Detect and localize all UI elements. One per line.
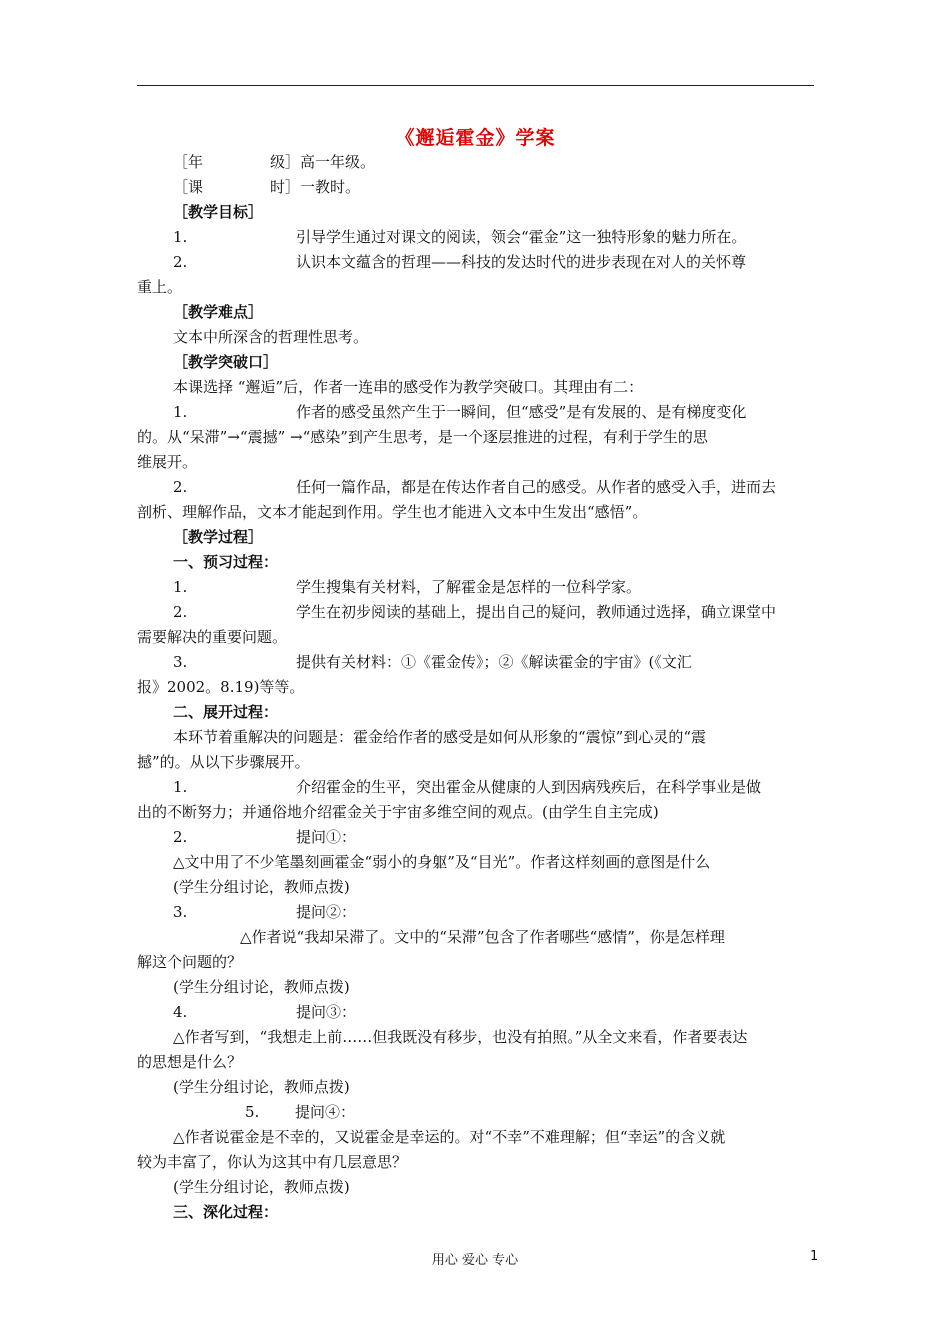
goal-item-1-text: 引导学生通过对课文的阅读，领会“霍金”这一独特形象的魅力所在。	[296, 228, 747, 246]
unfold-item-5-question: △作者说霍金是不幸的，又说霍金是幸运的。对“不幸”不难理解；但“幸运”的含义就	[173, 1128, 726, 1146]
unfold-item-3-number: 3.	[173, 903, 188, 921]
goal-item-1-number: 1.	[173, 228, 188, 246]
unfold-item-3-question-line-2: 解这个问题的？	[137, 953, 243, 971]
goal-item-1	[173, 227, 746, 247]
difficulty-heading: ［教学难点］	[173, 303, 264, 321]
preview-item-2-text: 学生在初步阅读的基础上，提出自己的疑问，教师通过选择，确立课堂中	[296, 603, 777, 621]
unfold-item-4	[173, 1002, 356, 1022]
document-title: 《邂逅霍金》学案	[395, 127, 556, 149]
unfold-item-5-number: 5.	[245, 1103, 260, 1121]
unfold-item-5-question-line-2: 较为丰富了，你认为这其中有几层意思？	[137, 1153, 408, 1171]
unfold-item-4-number: 4.	[173, 1003, 188, 1021]
unfold-item-3-note: (学生分组讨论，教师点拨)	[173, 978, 350, 996]
preview-item-3	[173, 652, 692, 672]
breakthrough-item-1-line-2: 的。从“呆滞”→“震撼” →“感染”到产生思考，是一个逐层推进的过程，有利于学生的思	[137, 428, 708, 446]
unfold-item-5-text: 提问④：	[295, 1103, 356, 1121]
goal-item-2-text: 认识本文蕴含的哲理——科技的发达时代的进步表现在对人的关怀尊	[296, 253, 747, 271]
breakthrough-item-1-number: 1.	[173, 403, 188, 421]
preview-item-3-text: 提供有关材料：①《霍金传》；②《解读霍金的宇宙》(《文汇	[296, 653, 692, 671]
preview-item-2-number: 2.	[173, 603, 188, 621]
unfold-item-2-number: 2.	[173, 828, 188, 846]
unfold-item-1	[173, 777, 761, 797]
unfold-item-3	[173, 902, 356, 922]
preview-item-2-line-2: 需要解决的重要问题。	[137, 628, 288, 646]
period-close: 时］	[270, 178, 301, 196]
preview-item-3-line-2: 报》2002。8.19)等等。	[137, 678, 305, 696]
difficulty-text: 文本中所深含的哲理性思考。	[173, 328, 369, 346]
goals-heading: ［教学目标］	[173, 203, 264, 221]
unfold-heading: 二、展开过程：	[173, 703, 279, 721]
preview-item-2	[173, 602, 776, 622]
grade-line	[173, 152, 375, 172]
unfold-item-4-note: (学生分组讨论，教师点拨)	[173, 1078, 350, 1096]
goal-item-2	[173, 252, 746, 272]
unfold-item-4-question-line-2: 的思想是什么？	[137, 1053, 243, 1071]
goal-item-2-continued: 重上。	[137, 278, 183, 296]
unfold-item-5	[245, 1102, 355, 1122]
unfold-item-2-question: △文中用了不少笔墨刻画霍金“弱小的身躯”及“目光”。作者这样刻画的意图是什么	[173, 853, 711, 871]
unfold-item-2	[173, 827, 356, 847]
unfold-item-4-text: 提问③：	[296, 1003, 357, 1021]
breakthrough-item-2-line-2: 剖析、理解作品，文本才能起到作用。学生也才能进入文本中生发出“感悟”。	[137, 503, 648, 521]
unfold-item-2-note: (学生分组讨论，教师点拨)	[173, 878, 350, 896]
unfold-intro-line-2: 撼”的。从以下步骤展开。	[137, 753, 310, 771]
period-line	[173, 177, 360, 197]
breakthrough-item-2-number: 2.	[173, 478, 188, 496]
unfold-item-2-text: 提问①：	[296, 828, 357, 846]
unfold-item-1-number: 1.	[173, 778, 188, 796]
unfold-item-1-line-2: 出的不断努力；并通俗地介绍霍金关于宇宙多维空间的观点。(由学生自主完成)	[137, 803, 659, 821]
grade-open: ［年	[173, 153, 204, 171]
breakthrough-item-2	[173, 477, 776, 497]
preview-item-3-number: 3.	[173, 653, 188, 671]
grade-close: 级］	[270, 153, 301, 171]
preview-heading: 一、预习过程：	[173, 553, 279, 571]
breakthrough-item-1	[173, 402, 746, 422]
breakthrough-item-1-text: 作者的感受虽然产生于一瞬间，但“感受”是有发展的、是有梯度变化	[296, 403, 747, 421]
deepen-heading: 三、深化过程：	[173, 1203, 279, 1221]
unfold-item-5-note: (学生分组讨论，教师点拨)	[173, 1178, 350, 1196]
unfold-item-4-question: △作者写到，“我想走上前……但我既没有移步，也没有拍照。”从全文来看，作者要表达	[173, 1028, 748, 1046]
grade-value: 高一年级。	[300, 153, 376, 171]
unfold-item-1-text: 介绍霍金的生平，突出霍金从健康的人到因病残疾后，在科学事业是做	[296, 778, 762, 796]
preview-item-1	[173, 577, 641, 597]
breakthrough-intro: 本课选择 “邂逅”后，作者一连串的感受作为教学突破口。其理由有二：	[173, 378, 644, 396]
breakthrough-item-1-line-3: 维展开。	[137, 453, 198, 471]
breakthrough-item-2-text: 任何一篇作品，都是在传达作者自己的感受。从作者的感受入手，进而去	[296, 478, 777, 496]
preview-item-1-text: 学生搜集有关材料，了解霍金是怎样的一位科学家。	[296, 578, 642, 596]
header-rule	[137, 85, 814, 86]
breakthrough-heading: ［教学突破口］	[173, 353, 279, 371]
preview-item-1-number: 1.	[173, 578, 188, 596]
goal-item-2-number: 2.	[173, 253, 188, 271]
unfold-item-3-question: △作者说“我却呆滞了。文中的“呆滞”包含了作者哪些“感情”，你是怎样理	[240, 928, 725, 946]
unfold-intro: 本环节着重解决的问题是：霍金给作者的感受是如何从形象的“震惊”到心灵的“震	[173, 728, 707, 746]
page-footer: 用心 爱心 专心	[431, 1253, 519, 1268]
page-number: 1	[810, 1249, 819, 1264]
unfold-item-3-text: 提问②：	[296, 903, 357, 921]
period-open: ［课	[173, 178, 204, 196]
period-value: 一教时。	[300, 178, 361, 196]
process-heading: ［教学过程］	[173, 528, 264, 546]
